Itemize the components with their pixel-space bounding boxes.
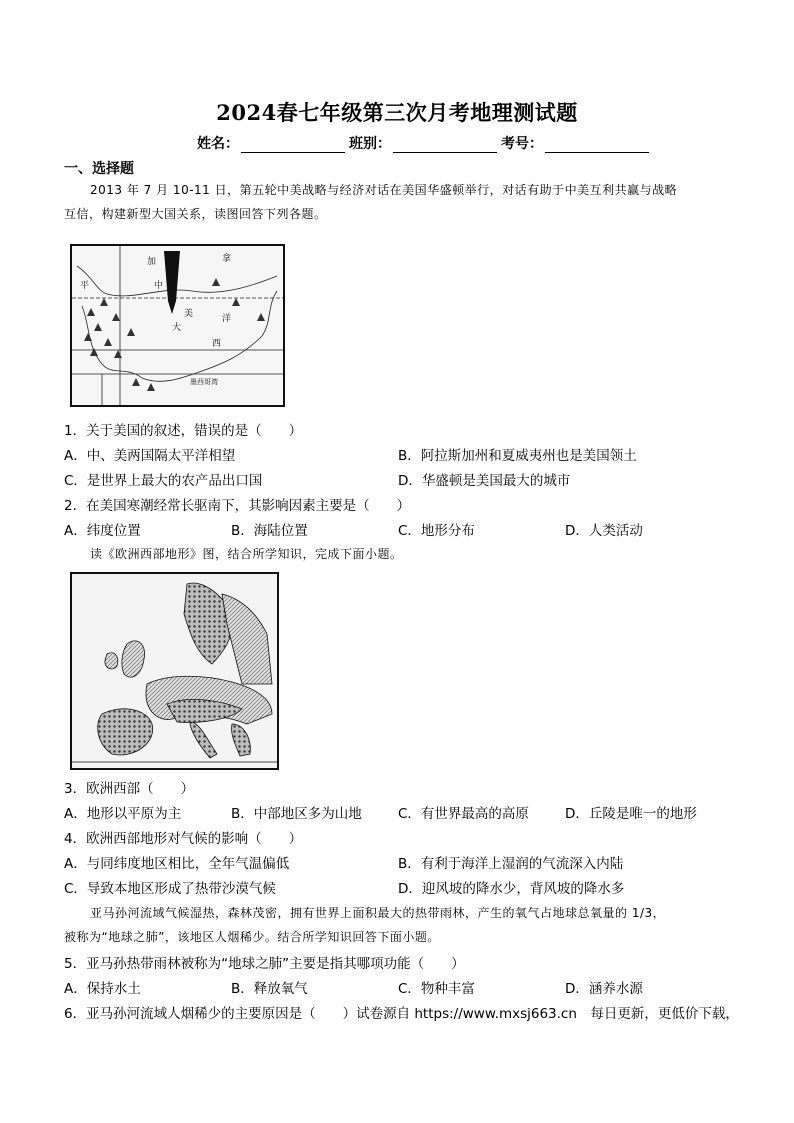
map1-label-3: 中: [154, 281, 164, 291]
map1-label-7: 洋: [222, 314, 232, 324]
passage-2-line-1: 读《欧洲西部地形》图，结合所学知识，完成下面小题。: [90, 547, 403, 561]
europe-map-svg: [72, 574, 277, 768]
map1-label-5: 大: [172, 323, 182, 333]
passage-1-line-1: 2013 年 7 月 10-11 日，第五轮中美战略与经济对话在美国华盛顿举行，对话有助于中美互利共赢与战略: [90, 183, 678, 197]
q1-option-d[interactable]: D．华盛顿是美国最大的城市: [398, 473, 571, 489]
q2-option-a[interactable]: A．纬度位置: [64, 523, 141, 539]
passage-1: [64, 178, 734, 226]
q3-option-b[interactable]: B．中部地区多为山地: [231, 806, 362, 822]
passage-3: [64, 901, 734, 949]
passage-1-line-2: 互信，构建新型大国关系，读图回答下列各题。: [64, 207, 327, 221]
q2-option-b[interactable]: B．海陆位置: [231, 523, 308, 539]
q1-option-c[interactable]: C．是世界上最大的农产品出口国: [64, 473, 263, 489]
class-blank[interactable]: [393, 136, 497, 153]
q5-option-c[interactable]: C．物种丰富: [398, 981, 475, 997]
section-title: 一、选择题: [64, 161, 134, 177]
europe-map-image: [70, 572, 279, 770]
q5-option-b[interactable]: B．释放氧气: [231, 981, 308, 997]
map1-label-1: 加: [147, 257, 157, 267]
q1-option-b[interactable]: B．阿拉斯加州和夏威夷州也是美国领土: [398, 448, 637, 464]
q3-option-a[interactable]: A．地形以平原为主: [64, 806, 182, 822]
passage-3-line-1: 亚马孙河流域气候湿热，森林茂密，拥有世界上面积最大的热带雨林，产生的氧气占地球总氧量的 1/3，: [90, 906, 666, 920]
map1-label-8: 西: [212, 339, 222, 349]
q4-option-d[interactable]: D．迎风坡的降水少，背风坡的降水多: [398, 881, 625, 897]
exam-no-label: 考号：: [501, 136, 543, 152]
student-info-line: [197, 133, 653, 153]
map1-label-2: 拿: [222, 254, 232, 264]
name-blank[interactable]: [241, 136, 345, 153]
map1-label-4: 美: [184, 309, 194, 319]
name-label: 姓名：: [197, 136, 239, 152]
q4-option-c[interactable]: C．导致本地区形成了热带沙漠气候: [64, 881, 276, 897]
usa-map-image: [70, 244, 285, 407]
question-4-stem: 4．欧洲西部地形对气候的影响（ ）: [64, 831, 303, 847]
class-label: 班别：: [349, 136, 391, 152]
question-6-stem: 6．亚马孙河流域人烟稀少的主要原因是（ ）试卷源自 https://www.mxsj663.cn 每日更新，更低价下载，: [64, 1006, 739, 1022]
passage-2: [64, 542, 734, 566]
passage-3-line-2: 被称为“地球之肺”，该地区人烟稀少。结合所学知识回答下面小题。: [64, 930, 440, 944]
q1-option-a[interactable]: A．中、美两国隔太平洋相望: [64, 448, 236, 464]
q3-option-d[interactable]: D．丘陵是唯一的地形: [565, 806, 697, 822]
q2-option-d[interactable]: D．人类活动: [565, 523, 643, 539]
question-2-stem: 2．在美国寒潮经常长驱南下，其影响因素主要是（ ）: [64, 498, 411, 514]
exam-no-blank[interactable]: [545, 136, 649, 153]
q5-option-d[interactable]: D．涵养水源: [565, 981, 643, 997]
map1-label-9: 墨西哥湾: [190, 378, 218, 386]
q4-option-a[interactable]: A．与同纬度地区相比，全年气温偏低: [64, 856, 290, 872]
map1-label-6: 平: [80, 281, 90, 291]
q4-option-b[interactable]: B．有利于海洋上湿润的气流深入内陆: [398, 856, 624, 872]
question-5-stem: 5．亚马孙热带雨林被称为“地球之肺”主要是指其哪项功能（ ）: [64, 956, 465, 972]
q2-option-c[interactable]: C．地形分布: [398, 523, 475, 539]
question-1-stem: 1．关于美国的叙述，错误的是（ ）: [64, 423, 303, 439]
usa-map-svg: [72, 246, 283, 405]
question-3-stem: 3．欧洲西部（ ）: [64, 781, 195, 797]
q3-option-c[interactable]: C．有世界最高的高原: [398, 806, 529, 822]
q5-option-a[interactable]: A．保持水土: [64, 981, 141, 997]
page-title: 2024春七年级第三次月考地理测试题: [216, 100, 578, 125]
